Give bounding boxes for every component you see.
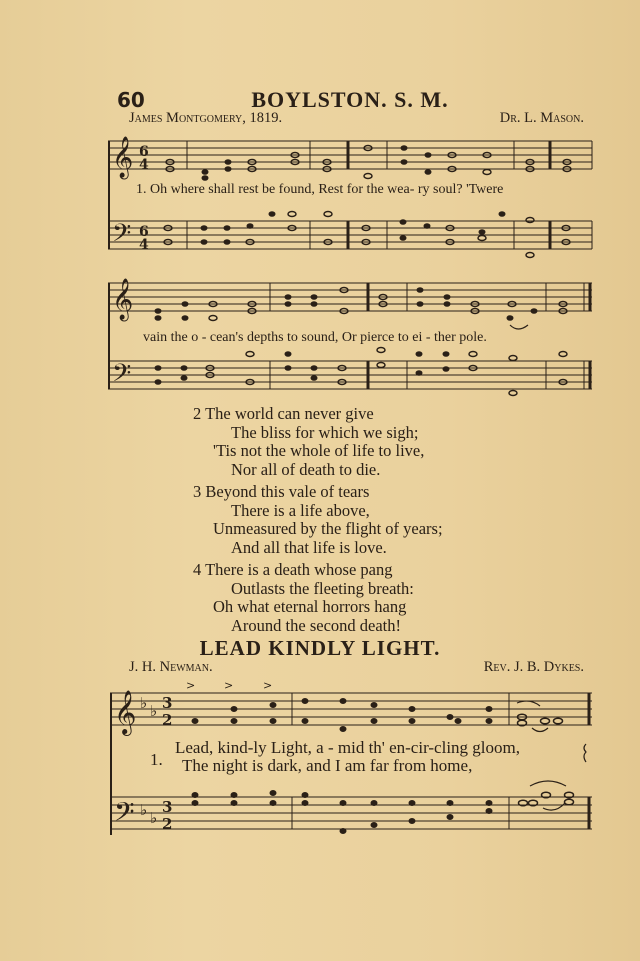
svg-text:>: >: [186, 679, 196, 692]
page-number: 60: [117, 88, 145, 112]
stanza-line: 'Tis not the whole of life to live,: [213, 441, 425, 460]
stanza-line: The bliss for which we sigh;: [231, 422, 419, 442]
svg-text:𝄞: 𝄞: [112, 137, 134, 178]
svg-text:2: 2: [162, 815, 173, 833]
svg-text:♭: ♭: [150, 702, 158, 720]
lyric-line-system-1: 1. Oh where shall rest be found, Rest for the wea- ry soul? 'Twere: [136, 182, 504, 197]
stanza-4: [193, 561, 443, 635]
svg-text:♭: ♭: [150, 809, 158, 827]
lyricist-credit: James Montgomery, 1819.: [129, 110, 283, 126]
stanza-number: 3: [193, 482, 202, 501]
verse-number: 1.: [150, 750, 163, 769]
stanza-line: And all that life is love.: [231, 537, 387, 557]
staff-treble-1: [108, 141, 592, 169]
svg-text:𝄢: 𝄢: [112, 359, 132, 394]
lyric-line-2: The night is dark, and I am far from home,: [182, 756, 473, 775]
svg-text:𝄞: 𝄞: [114, 690, 137, 734]
stanza-number: 4: [193, 560, 202, 579]
composer-credit: Dr. L. Mason.: [499, 110, 584, 126]
stanza-line: There is a death whose pang: [205, 560, 393, 579]
svg-text:3: 3: [162, 798, 173, 816]
lyric-line-system-2: vain the o - cean's depths to sound, Or pierce to ei - ther pole.: [143, 330, 487, 345]
stanza-line: Beyond this vale of tears: [205, 482, 370, 501]
stanza-3: [193, 483, 443, 557]
stanza-line: Nor all of death to die.: [231, 459, 381, 479]
svg-text:6: 6: [139, 144, 149, 160]
stanza-line: Around the second death!: [231, 615, 401, 635]
svg-text:𝄢: 𝄢: [114, 796, 135, 834]
hymn-title-boylston: BOYLSTON. S. M.: [251, 87, 449, 112]
svg-text:>: >: [224, 679, 234, 692]
stanza-line: Oh what eternal horrors hang: [213, 597, 407, 616]
svg-text:♭: ♭: [140, 694, 148, 712]
svg-text:4: 4: [139, 237, 149, 253]
stanza-list: [193, 405, 443, 639]
svg-text:𝄢: 𝄢: [112, 219, 132, 254]
lyricist-credit: J. H. Newman.: [129, 659, 213, 675]
stanza-2: [193, 405, 443, 479]
svg-text:4: 4: [139, 157, 149, 173]
svg-text:2: 2: [162, 711, 173, 729]
svg-text:𝄞: 𝄞: [112, 279, 134, 320]
svg-text:>: >: [263, 679, 273, 692]
staff-bass-2: [108, 361, 592, 389]
hymn-title-lead-kindly-light: LEAD KINDLY LIGHT.: [199, 636, 441, 660]
stanza-line: There is a life above,: [231, 500, 370, 520]
svg-text:6: 6: [139, 224, 149, 240]
stanza-line: Unmeasured by the flight of years;: [213, 519, 443, 538]
stanza-number: 2: [193, 404, 202, 423]
staff-bass-1: [108, 221, 592, 249]
staff-treble-2: [108, 283, 592, 311]
svg-text:♭: ♭: [140, 801, 148, 819]
stanza-line: Outlasts the fleeting breath:: [231, 578, 414, 598]
svg-text:3: 3: [162, 694, 173, 712]
lyric-line-1: Lead, kind-ly Light, a - mid th' en-cir-cling gloom,: [175, 738, 520, 757]
composer-credit: Rev. J. B. Dykes.: [483, 659, 584, 675]
stanza-line: The world can never give: [205, 404, 374, 423]
